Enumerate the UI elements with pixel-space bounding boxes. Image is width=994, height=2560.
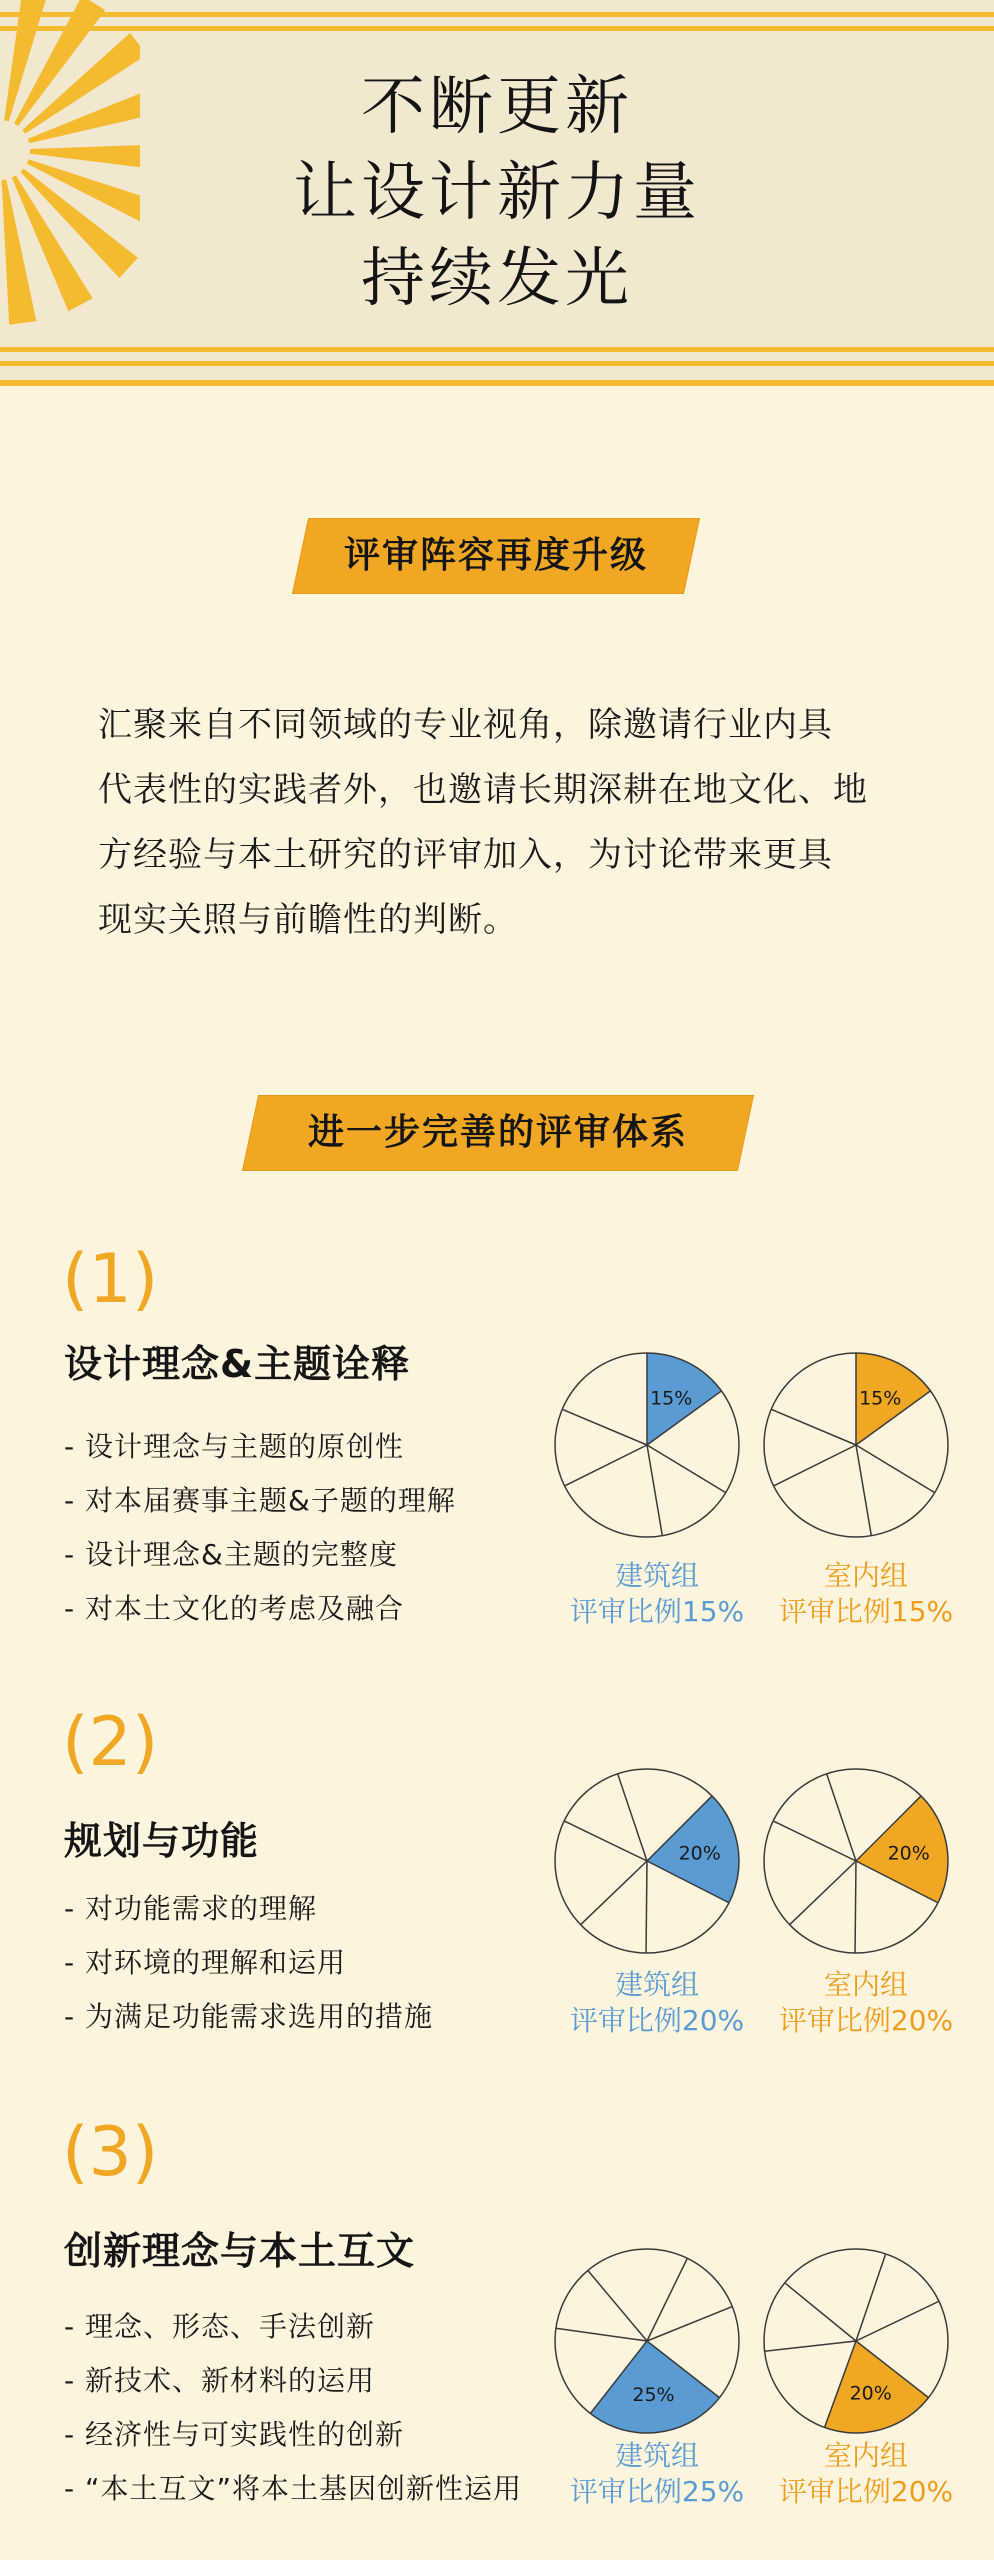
section-2-architecture-pie [549,1763,745,1959]
section-2-interior-caption [756,1967,976,2039]
pie-divider [588,2271,647,2341]
pie-divider [856,2301,939,2341]
pie-divider [765,2341,856,2351]
system-heading: 进一步完善的评审体系 [307,1112,688,1153]
section-3-architecture-caption [547,2438,767,2510]
pie-slice-label: 15% [859,1387,902,1410]
bullet-item: - 设计理念与主题的原创性 [64,1430,405,1463]
pie-divider [773,1821,856,1861]
section-2-title: 规划与功能 [64,1819,260,1863]
intro-paragraph [98,693,918,953]
section-1-number: (1) [62,1240,159,1319]
pie-divider [855,1861,856,1953]
pie-divider [647,2307,732,2341]
pie-divider [646,1861,647,1953]
header-rule-top-1 [0,12,994,17]
pie-divider [647,2258,687,2341]
pie-slice-label: 20% [887,1842,930,1865]
page-title [0,64,994,322]
pie-divider [785,2283,856,2341]
pie-divider [647,1445,662,1536]
section-1-architecture-pie [549,1347,745,1543]
ratio-label: 评审比例20% [778,2475,954,2508]
pie-divider [827,1774,856,1861]
ratio-label: 评审比例25% [569,2475,745,2508]
bullet-item: - 对功能需求的理解 [64,1892,318,1925]
intro-line: 方经验与本土研究的评审加入，为讨论带来更具 [98,835,833,875]
group-label: 室内组 [823,2439,908,2472]
pie-divider [856,1445,935,1493]
bullet-item: - 新技术、新材料的运用 [64,2364,376,2397]
bullet-item: - 对环境的理解和运用 [64,1946,347,1979]
bullet-item: - 经济性与可实践性的创新 [64,2418,405,2451]
pie-divider [856,2254,886,2341]
pie-slice-label: 15% [650,1387,693,1410]
group-label: 室内组 [823,1968,908,2001]
bullet-item: - 为满足功能需求选用的措施 [64,2000,434,2033]
pie-divider [856,1445,871,1536]
section-2-number: (2) [62,1703,159,1782]
intro-line: 代表性的实践者外，也邀请长期深耕在地文化、地 [98,770,868,810]
title-line-2: 让设计新力量 [293,156,701,230]
section-3-interior-caption [756,2438,976,2510]
header-rule-bottom-1 [0,347,994,352]
bullet-item: - 理念、形态、手法创新 [64,2310,376,2343]
group-label: 建筑组 [614,1968,699,2001]
ratio-label: 评审比例20% [778,2004,954,2037]
group-label: 室内组 [823,1559,908,1592]
group-label: 建筑组 [614,1559,699,1592]
pie-divider [774,1445,856,1486]
bullet-item: - 设计理念&主题的完整度 [64,1538,398,1571]
pie-slice-label: 20% [678,1842,721,1865]
pie-divider [562,1409,647,1445]
intro-line: 现实关照与前瞻性的判断。 [98,900,518,940]
ratio-label: 评审比例15% [778,1595,954,1628]
ratio-label: 评审比例20% [569,2004,745,2037]
pie-slice-label: 20% [849,2382,892,2405]
pie-divider [581,1861,647,1925]
section-1-interior-pie [758,1347,954,1543]
section-1-bullets [64,1420,456,1636]
pie-divider [556,2328,647,2341]
pie-divider [618,1774,647,1861]
group-label: 建筑组 [614,2439,699,2472]
bullet-item: - 对本土文化的考虑及融合 [64,1592,405,1625]
section-1-architecture-caption [547,1558,767,1630]
title-line-1: 不断更新 [361,70,633,144]
pie-divider [647,1445,726,1493]
section-1-interior-caption [756,1558,976,1630]
pie-divider [771,1409,856,1445]
section-3-title: 创新理念与本土互文 [64,2229,416,2273]
section-2-bullets [64,1882,433,2044]
title-line-3: 持续发光 [361,242,633,316]
pie-divider [564,1821,647,1861]
intro-line: 汇聚来自不同领域的专业视角，除邀请行业内具 [98,705,833,745]
bullet-item: - 对本届赛事主题&子题的理解 [64,1484,456,1517]
header-rule-bottom-2 [0,361,994,366]
ratio-label: 评审比例15% [569,1595,745,1628]
section-2-interior-pie [758,1763,954,1959]
section-2-architecture-caption [547,1967,767,2039]
section-3-bullets [64,2300,522,2516]
header-banner [0,0,994,386]
section-3-architecture-pie [549,2243,745,2439]
upgrade-heading: 评审阵容再度升级 [343,535,648,576]
bullet-item: - “本土互文”将本土基因创新性运用 [64,2472,523,2505]
section-1-title: 设计理念&主题诠释 [64,1342,411,1386]
pie-divider [790,1861,856,1925]
pie-divider [565,1445,647,1486]
section-3-number: (3) [62,2113,159,2192]
section-3-interior-pie [758,2243,954,2439]
pie-slice-label: 25% [632,2383,675,2406]
header-rule-top-2 [0,26,994,31]
